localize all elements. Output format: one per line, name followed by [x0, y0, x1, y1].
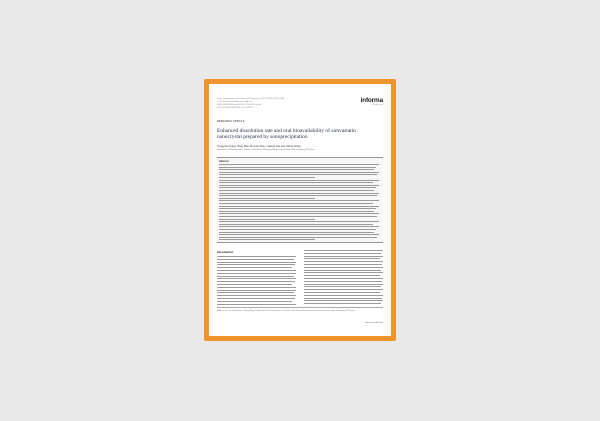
text-line [219, 187, 376, 188]
text-line [219, 172, 379, 173]
abstract-box [217, 157, 383, 243]
text-line [219, 167, 376, 168]
text-line [304, 298, 382, 299]
text-line [219, 226, 379, 227]
publisher-logo-sub: healthcare [372, 104, 383, 106]
article-title: Enhanced dissolution rate and oral bioavailability of simvastatin nanocrystal prepared by sonoprecipitation [217, 128, 356, 141]
journal-meta [217, 98, 327, 110]
text-line [217, 262, 296, 263]
intro-heading: Introduction [217, 250, 234, 254]
text-line [304, 270, 381, 271]
text-line [219, 164, 379, 165]
document-page [209, 84, 391, 336]
text-line [219, 200, 379, 201]
text-line [304, 264, 382, 265]
article-authors: Tongying Jiang, Ning Han, Bowen Zhao, Yuling Xie and Siling Wang [217, 144, 301, 148]
publisher-logo: informa [360, 97, 383, 104]
text-line [304, 258, 380, 259]
text-line [304, 250, 383, 251]
text-line [217, 276, 294, 277]
footer-brand: informa healthcare [364, 322, 383, 324]
text-line [217, 273, 296, 274]
text-line [219, 174, 377, 175]
text-line [219, 211, 374, 212]
text-line [219, 229, 376, 230]
text-line [219, 213, 379, 214]
text-line [219, 182, 373, 183]
text-line [219, 219, 315, 220]
article-affiliation: Department of Pharmaceutics, School of Pharmacy, Shenyang Pharmaceutical University, Shenyang, PR China [217, 149, 315, 151]
text-line [217, 259, 294, 260]
text-line [304, 278, 383, 279]
text-line [217, 267, 292, 268]
text-line [217, 284, 292, 285]
text-line [304, 256, 383, 257]
text-line [304, 286, 381, 287]
text-line [304, 292, 380, 293]
section-label: RESEARCH ARTICLE [217, 120, 245, 123]
text-line [219, 190, 374, 191]
footer-correspondence: Address for Correspondence: Siling Wang, Department of Pharmaceutics, School of Pharmacy, Shenyang Pharmaceutical University, Shenyang, PR China. [217, 310, 355, 312]
text-line [304, 300, 383, 301]
text-line [219, 239, 315, 240]
text-line [219, 169, 374, 170]
text-line [217, 278, 296, 279]
text-line [217, 270, 296, 271]
text-line [304, 253, 381, 254]
text-line [304, 284, 383, 285]
text-line [304, 275, 380, 276]
text-line [304, 289, 383, 290]
text-line [219, 185, 379, 186]
meta-line: DOI: 10.3109/03639045.2011.565774 [217, 107, 254, 109]
text-line [304, 303, 381, 304]
text-line [304, 295, 383, 296]
text-line [217, 298, 295, 299]
text-line [304, 281, 382, 282]
text-line [217, 290, 296, 291]
text-line [217, 281, 295, 282]
text-line [219, 224, 373, 225]
text-line [304, 272, 383, 273]
text-line [219, 177, 315, 178]
abstract-label: Abstract [219, 160, 229, 163]
text-line [217, 287, 296, 288]
text-line [219, 198, 315, 199]
text-line [217, 295, 296, 296]
text-line [219, 237, 377, 238]
text-line [217, 304, 296, 305]
text-line [304, 261, 383, 262]
text-line [219, 203, 373, 204]
text-line [219, 193, 379, 194]
text-line [219, 180, 379, 181]
text-line [219, 234, 379, 235]
text-line [304, 267, 383, 268]
meta-line: Drug Development and Industrial Pharmacy, 2011; 37(11): 1250-1258 [217, 98, 285, 100]
text-line [219, 216, 377, 217]
meta-line: ISSN 0363-9045 print/ISSN 1520-5762 online [217, 104, 262, 106]
text-line [217, 256, 296, 257]
text-line [217, 301, 292, 302]
text-line [217, 264, 295, 265]
text-line [219, 208, 376, 209]
text-line [219, 232, 374, 233]
text-line [219, 206, 379, 207]
text-line [217, 292, 294, 293]
text-line [219, 195, 377, 196]
text-line [219, 221, 379, 222]
meta-line: © 2011 Informa Healthcare USA, Inc. [217, 101, 253, 103]
